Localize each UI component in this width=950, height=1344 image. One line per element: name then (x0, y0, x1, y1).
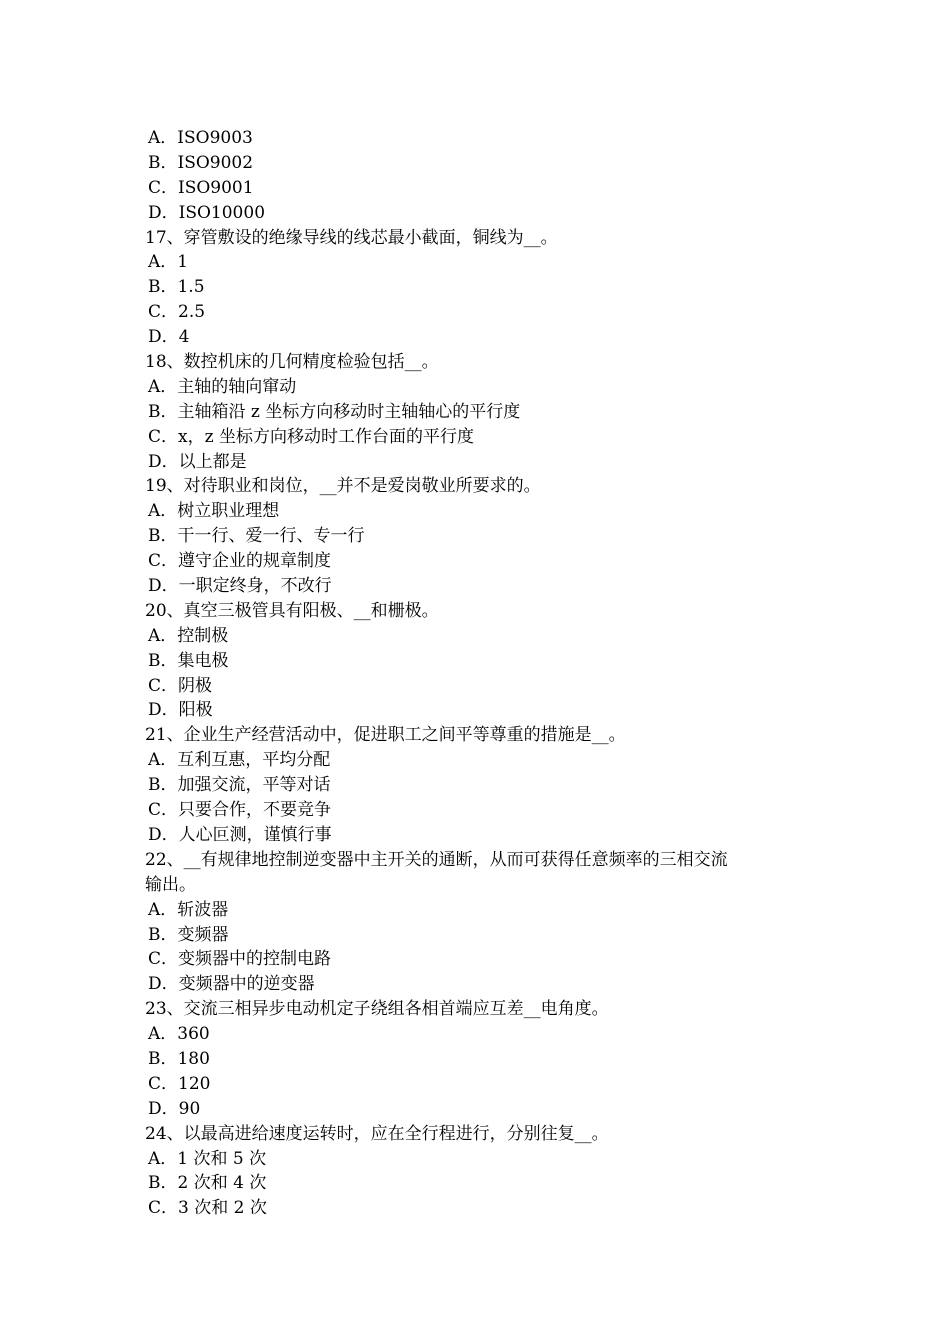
option-a-q17: A．1 (148, 252, 189, 273)
question-18: 18、数控机床的几何精度检验包括__。 (145, 352, 439, 373)
option-a-q24: A．1 次和 5 次 (148, 1148, 267, 1169)
option-b-q23: B．180 (148, 1048, 210, 1069)
option-b-q17: B．1.5 (148, 277, 205, 298)
question-22-continued: 输出。 (145, 874, 196, 895)
option-d-q19: D．一职定终身，不改行 (148, 576, 332, 597)
option-b-q21: B．加强交流，平等对话 (148, 775, 331, 796)
option-d-q22: D．变频器中的逆变器 (148, 974, 315, 995)
option-a-q23: A．360 (148, 1024, 210, 1045)
option-d-q21: D．人心叵测，谨慎行事 (148, 824, 332, 845)
option-c-q21: C．只要合作，不要竞争 (148, 800, 332, 821)
option-b-q20: B．集电极 (148, 650, 229, 671)
option-b-q19: B．干一行、爱一行、专一行 (148, 526, 365, 547)
question-20: 20、真空三极管具有阳极、__和栅极。 (145, 600, 439, 621)
option-a-q22: A．斩波器 (148, 899, 229, 920)
option-c-q16: C．ISO9001 (148, 177, 254, 198)
option-a-q19: A．树立职业理想 (148, 501, 280, 522)
option-c-q24: C．3 次和 2 次 (148, 1198, 267, 1219)
option-d-q23: D．90 (148, 1098, 201, 1119)
option-d-q20: D．阳极 (148, 700, 213, 721)
option-d-q17: D．4 (148, 327, 190, 348)
option-b-q24: B．2 次和 4 次 (148, 1173, 267, 1194)
option-b-q22: B．变频器 (148, 924, 229, 945)
option-c-q23: C．120 (148, 1073, 211, 1094)
option-d-q18: D．以上都是 (148, 451, 247, 472)
option-a-q16: A．ISO9003 (148, 128, 253, 148)
question-24: 24、以最高进给速度运转时，应在全行程进行，分别往复__。 (145, 1123, 609, 1144)
question-17: 17、穿管敷设的绝缘导线的线芯最小截面，铜线为__。 (145, 227, 558, 248)
option-c-q18: C．x，z 坐标方向移动时工作台面的平行度 (148, 426, 474, 447)
option-c-q22: C．变频器中的控制电路 (148, 949, 332, 970)
option-b-q16: B．ISO9002 (148, 152, 254, 173)
option-c-q20: C．阴极 (148, 675, 213, 696)
option-a-q20: A．控制极 (148, 625, 229, 646)
question-22: 22、__有规律地控制逆变器中主开关的通断，从而可获得任意频率的三相交流 (145, 849, 728, 870)
option-c-q19: C．遵守企业的规章制度 (148, 551, 332, 572)
question-21: 21、企业生产经营活动中，促进职工之间平等尊重的措施是__。 (145, 725, 626, 746)
document-body (145, 126, 835, 1221)
option-a-q21: A．互利互惠，平均分配 (148, 750, 331, 771)
option-b-q18: B．主轴箱沿 z 坐标方向移动时主轴轴心的平行度 (148, 401, 521, 422)
option-c-q17: C．2.5 (148, 302, 206, 323)
option-d-q16: D．ISO10000 (148, 202, 266, 223)
option-a-q18: A．主轴的轴向窜动 (148, 376, 297, 397)
question-23: 23、交流三相异步电动机定子绕组各相首端应互差__电角度。 (145, 999, 609, 1020)
question-19: 19、对待职业和岗位，__并不是爱岗敬业所要求的。 (145, 476, 541, 497)
